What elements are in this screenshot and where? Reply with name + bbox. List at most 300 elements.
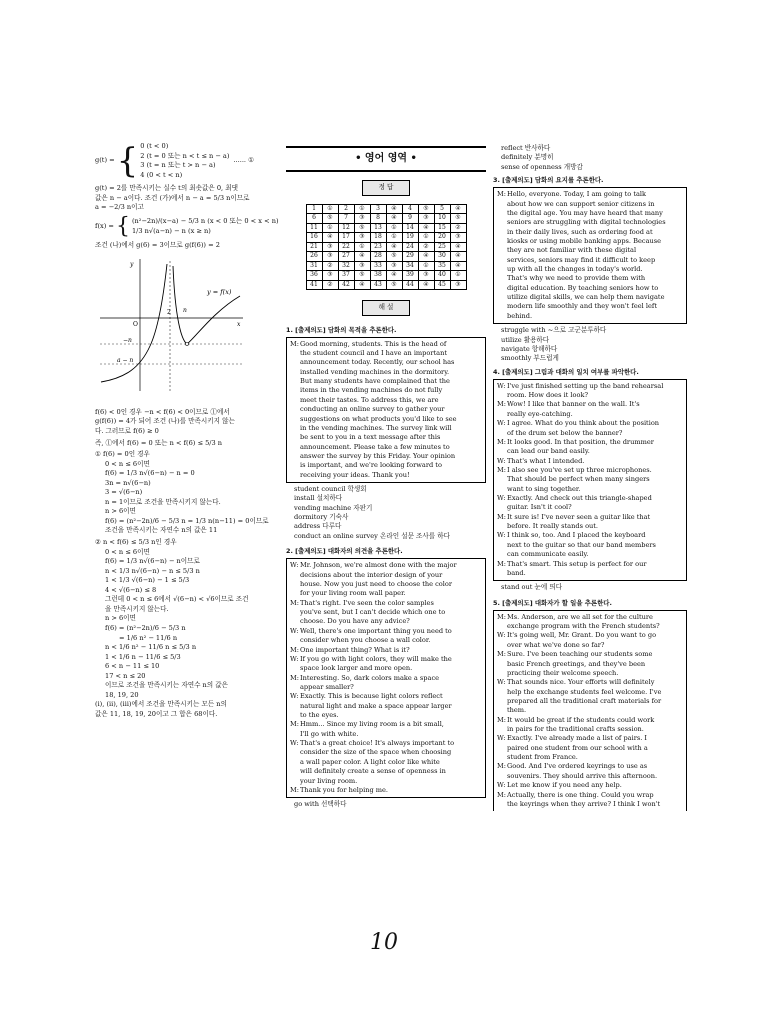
script-text: Good morning, students. This is the head of: [300, 339, 447, 348]
answer-choice: ⑤: [418, 204, 434, 214]
piecewise-row: 2 (t = 0 또는 n < t ≤ n − a): [140, 151, 230, 160]
script-text: prepared all the traditional craft materials for: [507, 696, 662, 705]
vocab-item: go with 선택하다: [294, 800, 347, 809]
script-line: [497, 237, 683, 246]
speaker-label: [497, 284, 507, 293]
speaker-label: M:: [290, 645, 299, 654]
script-line: [290, 664, 482, 673]
speaker-label: [497, 228, 507, 237]
open-point: [186, 343, 189, 346]
answer-choice: ①: [354, 204, 370, 214]
speaker-label: [290, 386, 300, 395]
speaker-label: [497, 706, 507, 715]
answer-choice: ⑤: [386, 280, 402, 290]
script-text: in pairs for the traditional crafts session.: [507, 725, 644, 734]
speaker-label: [290, 767, 300, 776]
answer-number: 43: [370, 280, 386, 290]
script-text: Good. And I've ordered keyrings to use as: [507, 762, 648, 771]
script-text: I've just finished setting up the band rehearsal: [507, 381, 664, 390]
script-line: [290, 748, 482, 757]
answer-number: 4: [402, 204, 418, 214]
script-text: Actually, there is one thing. Could you wrap: [507, 790, 654, 799]
script-line: [497, 265, 683, 274]
vocab-item: smoothly 부드럽게: [501, 354, 559, 363]
speaker-label: M:: [290, 673, 299, 682]
answer-choice: ③: [354, 214, 370, 224]
answer-number: 18: [370, 233, 386, 243]
script-text: items in the vending machines do not fully: [300, 386, 443, 395]
script-text: band.: [507, 568, 526, 577]
answer-number: 41: [306, 280, 322, 290]
speaker-label: W:: [497, 734, 506, 743]
script-text: really eye-catching.: [507, 409, 573, 418]
script-line: [497, 613, 683, 622]
vocab-item: sense of openness 개방감: [501, 162, 583, 171]
vocab-item: navigate 항해하다: [501, 344, 558, 353]
script-line: [290, 730, 482, 739]
math-line: 값은 11, 18, 19, 20이고 그 합은 68이다.: [95, 709, 218, 718]
speaker-label: M:: [497, 715, 506, 724]
speaker-label: W:: [290, 561, 299, 570]
answer-number: 27: [338, 252, 354, 262]
answer-choice: ④: [386, 271, 402, 281]
math-line: a = −2/3 n이고: [95, 203, 144, 212]
answer-row: [306, 204, 466, 214]
answer-number: 34: [402, 261, 418, 271]
script-text: That should be perfect when many singers: [507, 475, 650, 484]
vocab-item: address 다루다: [294, 522, 342, 531]
answer-row: [306, 280, 466, 290]
script-line: [497, 650, 683, 659]
script-text: utilize digital skills, we can help them navigate: [507, 293, 665, 302]
vocab-item: reflect 반사하다: [501, 144, 551, 152]
script-line: [497, 688, 683, 697]
script-line: [290, 608, 482, 617]
speaker-label: [497, 622, 507, 631]
script-line: [290, 739, 482, 748]
f-rows: [132, 217, 279, 236]
answer-row: [306, 261, 466, 271]
script-text: Thank you for helping me.: [300, 785, 389, 794]
answer-key-table: [306, 204, 467, 291]
speaker-label: M:: [497, 762, 506, 771]
answer-row: [306, 233, 466, 243]
script-text: to the eyes.: [300, 711, 339, 720]
answer-choice: ③: [322, 252, 338, 262]
script-text: you've sent, but I can't decide which one to: [300, 608, 446, 617]
answer-choice: ④: [354, 252, 370, 262]
speaker-label: W:: [497, 678, 506, 687]
script-line: [290, 720, 482, 729]
script-line: [290, 617, 482, 626]
answer-number: 1: [306, 204, 322, 214]
script-text: Hello, everyone. Today, I am going to talk: [507, 190, 647, 199]
script-line: [290, 561, 482, 570]
speaker-label: W:: [497, 456, 506, 465]
answer-number: 19: [402, 233, 418, 243]
vocab-list-4: [501, 583, 687, 592]
script-line: [290, 471, 482, 480]
speaker-label: [290, 471, 300, 480]
speaker-label: [290, 711, 300, 720]
answer-choice: ③: [354, 233, 370, 243]
speaker-label: [290, 396, 300, 405]
speaker-label: [497, 753, 507, 762]
script-text: paired one student from our school with a: [507, 743, 648, 752]
script-text: digital education. By teaching seniors how to: [507, 283, 659, 292]
answer-choice: ①: [418, 233, 434, 243]
script-text: will definitely create a sense of openness in: [300, 767, 446, 776]
speaker-label: [497, 669, 507, 678]
answer-choice: ④: [386, 242, 402, 252]
math-line: 0 < n ≤ 6이면: [105, 547, 150, 556]
script-text: over what we've done so far?: [507, 640, 605, 649]
answer-choice: ④: [322, 233, 338, 243]
speaker-label: M:: [497, 559, 506, 568]
script-text: them.: [507, 706, 527, 715]
math-line: n < 1/3 n√(6−n) − n ≤ 5/3 n: [105, 566, 200, 575]
script-line: [290, 433, 482, 442]
piecewise-row: 3 (t = n 또는 t > n − a): [140, 161, 216, 170]
script-line: [497, 485, 683, 494]
script-text: the digital age. You may have heard that many: [507, 208, 663, 217]
speaker-label: [497, 265, 507, 274]
speaker-label: [497, 302, 507, 311]
math-line: n = 1이므로 조건을 만족시키지 않는다.: [105, 497, 221, 506]
speaker-label: [290, 777, 300, 786]
speaker-label: [497, 274, 507, 283]
script-text: consider when you choose a wall color.: [300, 636, 431, 645]
answer-choice: ②: [450, 223, 466, 233]
script-line: [290, 711, 482, 720]
script-text: consider the size of the space when choosing: [300, 748, 452, 757]
math-line: n < 1/6 n² − 11/6 n ≤ 5/3 n: [105, 643, 197, 652]
answer-choice: ②: [418, 242, 434, 252]
script-line: [497, 725, 683, 734]
speaker-label: M:: [497, 437, 506, 446]
piecewise-brace: {: [116, 141, 139, 182]
answer-number: 23: [370, 242, 386, 252]
answer-choice: ⑤: [354, 223, 370, 233]
x-axis-label: x: [237, 321, 241, 329]
answer-choice: ①: [450, 271, 466, 281]
speaker-label: [497, 475, 507, 484]
script-line: [290, 386, 482, 395]
speaker-label: [290, 424, 300, 433]
answer-number: 15: [434, 223, 450, 233]
page-number: 10: [370, 930, 398, 955]
math-solution-column: [95, 140, 280, 719]
speaker-label: W:: [497, 531, 506, 540]
math-line: 을 만족시키지 않는다.: [105, 604, 169, 613]
script-text: the keyrings when they arrive? I think I won't: [507, 799, 661, 808]
script-line: [497, 744, 683, 753]
script-text: natural light and make a space appear larger: [300, 701, 452, 710]
script-line: [497, 438, 683, 447]
answer-choice: ④: [386, 204, 402, 214]
script-text: Ms. Anderson, are we all set for the culture: [507, 612, 653, 621]
script-line: [497, 466, 683, 475]
script-text: Exactly. This is because light colors reflect: [300, 692, 443, 701]
answer-choice: ③: [450, 280, 466, 290]
script-line: [497, 274, 683, 283]
math-line: 즉, ①에서 f(6) = 0 또는 n < f(6) ≤ 5/3 n: [95, 438, 223, 447]
script-line: [497, 209, 683, 218]
script-line: [290, 580, 482, 589]
vocab-list-top: [501, 144, 687, 172]
f-row: (n²−2n)/(x−a) − 5/3 n (x < 0 또는 0 < x < n): [131, 217, 279, 226]
script-line: [497, 200, 683, 209]
vocab-list-3: [501, 326, 687, 363]
vocab-item: install 설치하다: [294, 494, 343, 503]
answer-choice: ③: [354, 261, 370, 271]
script-text: suggestions on what products you'd like to see: [300, 414, 457, 423]
speaker-label: [497, 312, 507, 321]
speaker-label: [497, 218, 507, 227]
tick-label-a-minus-n: a − n: [117, 357, 134, 365]
speaker-label: M:: [290, 339, 299, 348]
script-line: [497, 457, 683, 466]
script-line: [497, 631, 683, 640]
answer-choice: ④: [450, 242, 466, 252]
script-text: meet their tastes. To address this, we are: [300, 395, 439, 404]
answer-choice: ⑤: [450, 214, 466, 224]
speaker-label: [290, 664, 300, 673]
script-line: [290, 636, 482, 645]
math-line: g(t) = 2를 만족시키는 실수 t의 최솟값은 0, 최댓: [95, 184, 238, 193]
speaker-label: [497, 429, 507, 438]
speaker-label: [290, 636, 300, 645]
script-text: receiving your ideas. Thank you!: [300, 470, 410, 479]
right-branch-curve: [173, 266, 240, 344]
answer-row: [306, 242, 466, 252]
speaker-label: [497, 256, 507, 265]
script-text: up with all the changes in today's world.: [507, 265, 643, 274]
script-text: I also see you've set up three microphones.: [507, 465, 652, 474]
script-line: [497, 753, 683, 762]
script-text: can lead our band easily.: [507, 447, 590, 456]
script-line: [497, 678, 683, 687]
script-text: student from France.: [507, 753, 578, 762]
speaker-label: M:: [497, 190, 506, 199]
script-line: [497, 762, 683, 771]
script-text: exchange program with the French students?: [507, 622, 660, 631]
script-line: [497, 541, 683, 550]
script-text: conducting an online survey to gather your: [300, 405, 445, 414]
math-line: f(6) = (n²−2n)/6 − 5/3 n: [105, 623, 186, 632]
script-line: [497, 410, 683, 419]
speaker-label: [290, 748, 300, 757]
vocab-item: student council 학생회: [294, 485, 367, 494]
vocab-item: definitely 분명히: [501, 153, 554, 162]
speaker-label: [497, 200, 507, 209]
script-text: Interesting. So, dark colors make a space: [300, 673, 440, 682]
script-line: [497, 734, 683, 743]
script-line: [497, 391, 683, 400]
tick-label-2: 2: [167, 309, 171, 317]
answer-number: 22: [338, 242, 354, 252]
speaker-label: [290, 571, 300, 580]
question-head-5: 5. [출제의도] 대화자가 할 일을 추론한다.: [493, 598, 612, 607]
script-line: [290, 692, 482, 701]
script-line: [497, 622, 683, 631]
math-line: n > 6이면: [105, 507, 136, 516]
script-text: help the exchange students feel welcome. I've: [507, 687, 662, 696]
answer-number: 13: [370, 223, 386, 233]
script-line: [497, 494, 683, 503]
answer-number: 35: [434, 261, 450, 271]
script-box-1: [286, 337, 486, 483]
speaker-label: [497, 541, 507, 550]
answer-choice: ③: [322, 271, 338, 281]
answer-number: 11: [306, 223, 322, 233]
script-text: Hmm... Since my living room is a bit small,: [300, 720, 444, 729]
script-line: [290, 415, 482, 424]
speaker-label: [290, 683, 300, 692]
speaker-label: [290, 617, 300, 626]
math-line: f(6) = 1/3 n√(6−n) − n = 0: [105, 469, 195, 478]
f-lhs: f(x) =: [95, 222, 114, 231]
answer-choice: ③: [322, 242, 338, 252]
answer-choice: ②: [322, 280, 338, 290]
script-line: [497, 228, 683, 237]
script-line: [497, 256, 683, 265]
script-line: [497, 569, 683, 578]
script-line: [290, 396, 482, 405]
script-line: [497, 531, 683, 540]
piecewise-rows: [140, 142, 229, 180]
speaker-label: M:: [290, 720, 299, 729]
vocab-item: conduct an online survey 온라인 설문 조사를 하다: [294, 531, 450, 540]
speaker-label: [497, 550, 507, 559]
answer-choice: ①: [322, 204, 338, 214]
script-text: seniors are struggling with digital technologies: [507, 218, 666, 227]
answer-number: 21: [306, 242, 322, 252]
speaker-label: W:: [290, 626, 299, 635]
script-line: [290, 777, 482, 786]
script-text: installed vending machines in the dormitory.: [300, 367, 450, 376]
script-text: announcement today. Recently, our school has: [300, 358, 455, 367]
answer-number: 14: [402, 223, 418, 233]
speaker-label: [290, 443, 300, 452]
script-line: [497, 800, 683, 809]
script-text: decisions about the interior design of your: [300, 570, 443, 579]
speaker-label: [290, 758, 300, 767]
speaker-label: [290, 452, 300, 461]
answer-number: 39: [402, 271, 418, 281]
speaker-label: [497, 209, 507, 218]
tick-label-n: n: [183, 307, 187, 315]
script-line: [497, 669, 683, 678]
answer-number: 2: [338, 204, 354, 214]
speaker-label: [497, 641, 507, 650]
script-text: the student council and I have an important: [300, 349, 448, 357]
speaker-label: [290, 358, 300, 367]
f-brace: {: [115, 213, 130, 239]
math-line: 다. 그러므로 f(6) ≥ 0: [95, 427, 159, 436]
speaker-label: [290, 702, 300, 711]
speaker-label: M:: [290, 598, 299, 607]
speaker-label: W:: [497, 381, 506, 390]
answer-number: 16: [306, 233, 322, 243]
answer-number: 33: [370, 261, 386, 271]
answer-number: 44: [402, 280, 418, 290]
speaker-label: [497, 410, 507, 419]
vocab-item: stand out 눈에 띄다: [501, 583, 563, 592]
script-text: space look larger and more open.: [300, 664, 413, 673]
script-text: Let me know if you need any help.: [507, 781, 622, 790]
script-text: Well, there's one important thing you need to: [300, 626, 452, 635]
script-line: [497, 382, 683, 391]
script-line: [290, 599, 482, 608]
script-text: is important, and we're looking forward to: [300, 461, 442, 470]
script-line: [290, 452, 482, 461]
answer-number: 45: [434, 280, 450, 290]
explanation-tag: 해 설: [362, 300, 410, 315]
script-line: [497, 641, 683, 650]
answer-choice: ③: [386, 261, 402, 271]
speaker-label: W:: [290, 739, 299, 748]
script-text: It sure is! I've never seen a guitar like that: [507, 512, 651, 521]
question-head-1: 1. [출제의도] 담화의 목적을 추론한다.: [286, 325, 397, 334]
script-text: want to sing together.: [507, 484, 581, 493]
answer-number: 6: [306, 214, 322, 224]
math-line: (ⅰ), (ⅱ), (ⅲ)에서 조건을 만족시키는 모든 n의: [95, 700, 227, 709]
script-line: [290, 589, 482, 598]
script-text: answer the survey by this Friday. Your opinion: [300, 451, 456, 460]
tick-label-minus-n: −n: [123, 337, 132, 345]
math-line: ① f(6) = 0인 경우: [95, 450, 150, 459]
script-text: Exactly. And check out this triangle-shaped: [507, 494, 652, 503]
piecewise-g: [95, 142, 280, 180]
math-line: 값은 n − a이다. 조건 (가)에서 n − a = 5/3 n이므로: [95, 193, 250, 202]
answer-number: 10: [434, 214, 450, 224]
answer-number: 38: [370, 271, 386, 281]
script-line: [290, 377, 482, 386]
question-head-3: 3. [출제의도] 담화의 요지를 추론한다.: [493, 176, 604, 185]
vocab-item: dormitory 기숙사: [294, 513, 349, 522]
answer-number: 36: [306, 271, 322, 281]
answer-key-tag: 정 답: [362, 180, 410, 195]
script-text: That's a great choice! It's always important to: [300, 739, 455, 748]
script-line: [497, 781, 683, 790]
math-line: f(6) = (n²−2n)/6 − 5/3 n = 1/3 n(n−11) = 0이므로: [105, 516, 269, 525]
question-head-4: 4. [출제의도] 그림과 대화의 일치 여부를 파악한다.: [493, 367, 639, 376]
speaker-label: [290, 415, 300, 424]
script-text: modern life smoothly and they won't feel left: [507, 302, 657, 311]
script-text: appear smaller?: [300, 682, 354, 691]
answer-choice: ①: [322, 223, 338, 233]
script-line: [290, 655, 482, 664]
y-axis-label: y: [130, 261, 134, 269]
script-line: [497, 522, 683, 531]
script-text: for your living room wall paper.: [300, 589, 406, 598]
speaker-label: [497, 522, 507, 531]
answer-number: 25: [434, 242, 450, 252]
question-head-2: 2. [출제의도] 대화자의 의견을 추론한다.: [286, 547, 403, 556]
script-line: [290, 424, 482, 433]
script-text: choose. Do you have any advice?: [300, 617, 410, 626]
script-text: next to the guitar so that our band members: [507, 540, 656, 549]
script-line: [497, 660, 683, 669]
vocab-list-1: [294, 485, 486, 541]
answer-number: 40: [434, 271, 450, 281]
script-line: [497, 503, 683, 512]
script-text: Mr. Johnson, we're almost done with the major: [300, 561, 457, 570]
script-line: [290, 786, 482, 795]
piecewise-row: 4 (0 < t < n): [140, 170, 183, 179]
answer-row: [306, 271, 466, 281]
